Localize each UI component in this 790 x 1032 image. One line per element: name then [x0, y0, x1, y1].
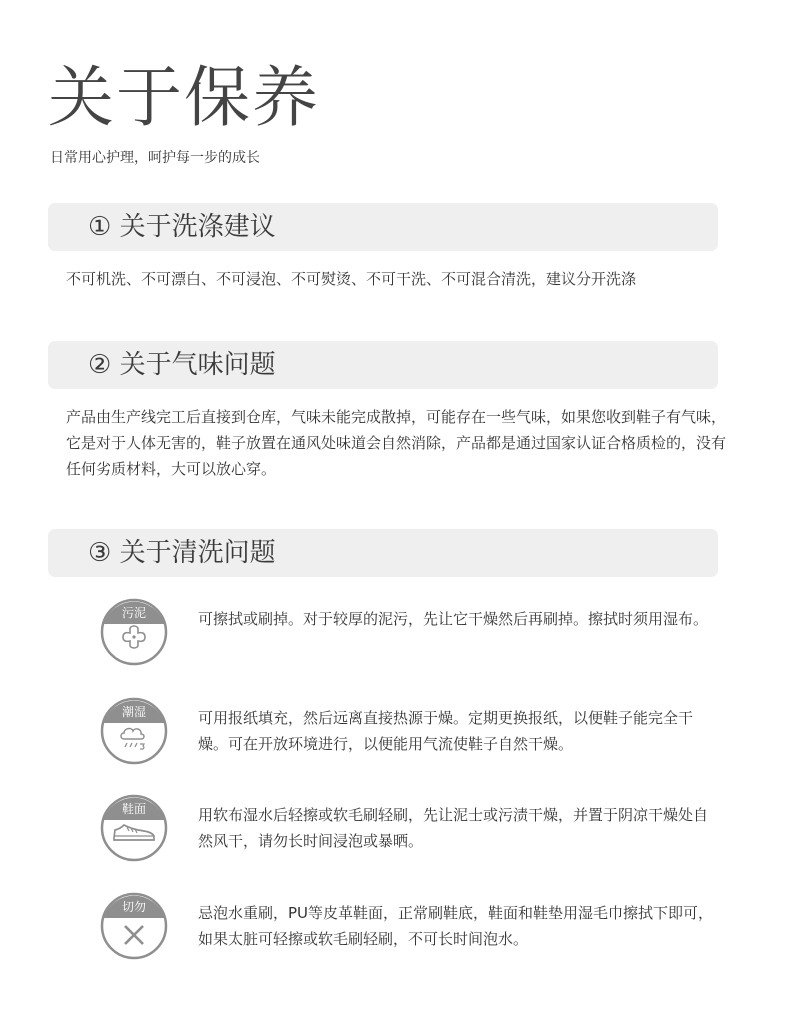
page-title: 关于保养 [48, 59, 320, 136]
dirt-label: 污泥 [121, 606, 147, 620]
section-title-odor: ② 关于气味问题 [88, 350, 276, 380]
prohibit-label: 切勿 [121, 900, 147, 914]
shoe-icon [100, 794, 168, 862]
washing-advice-text: 不可机洗、不可漂白、不可浸泡、不可熨烫、不可干洗、不可混合清洗，建议分开洗涤 [66, 270, 637, 288]
page-subtitle: 日常用心护理，呵护每一步的成长 [50, 150, 260, 166]
section-header-odor [48, 341, 718, 389]
humidity-icon [100, 697, 168, 765]
prohibit-icon [100, 892, 168, 960]
shoe-label: 鞋面 [121, 802, 147, 816]
shoe-text: 用软布湿水后轻擦或软毛刷轻刷，先让泥士或污渍干燥，并置于阴凉干燥处自然风干，请勿长时间浸泡或暴晒。 [198, 806, 709, 850]
humidity-label: 潮湿 [121, 705, 147, 719]
humidity-text: 可用报纸填充，然后远离直接热源于燥。定期更换报纸，以便鞋子能完全干燥。可在开放环境进行，以便能用气流使鞋子自然干燥。 [198, 709, 694, 753]
section-header-cleaning [48, 529, 718, 577]
dirt-text: 可擦拭或刷掉。对于较厚的泥污，先让它干燥然后再刷掉。擦拭时须用湿布。 [198, 610, 709, 628]
section-header-washing [48, 203, 718, 251]
section-title-cleaning: ③ 关于清洗问题 [88, 538, 276, 568]
section-title-washing: ① 关于洗涤建议 [88, 212, 276, 242]
odor-text: 产品由生产线完工后直接到仓库，气味未能完成散掉，可能存在一些气味，如果您收到鞋子有气味，它是对于人体无害的，鞋子放置在通风处味道会自然消除，产品都是通过国家认证合格质检的，没有任何劣质材料，大可以放心穿。 [66, 408, 727, 478]
prohibit-text: 忌泡水重刷，PU等皮革鞋面，正常刷鞋底，鞋面和鞋垫用湿毛巾擦拭下即可，如果太脏可轻擦或软毛刷轻刷，不可长时间泡水。 [198, 904, 714, 948]
dirt-icon [100, 598, 168, 666]
